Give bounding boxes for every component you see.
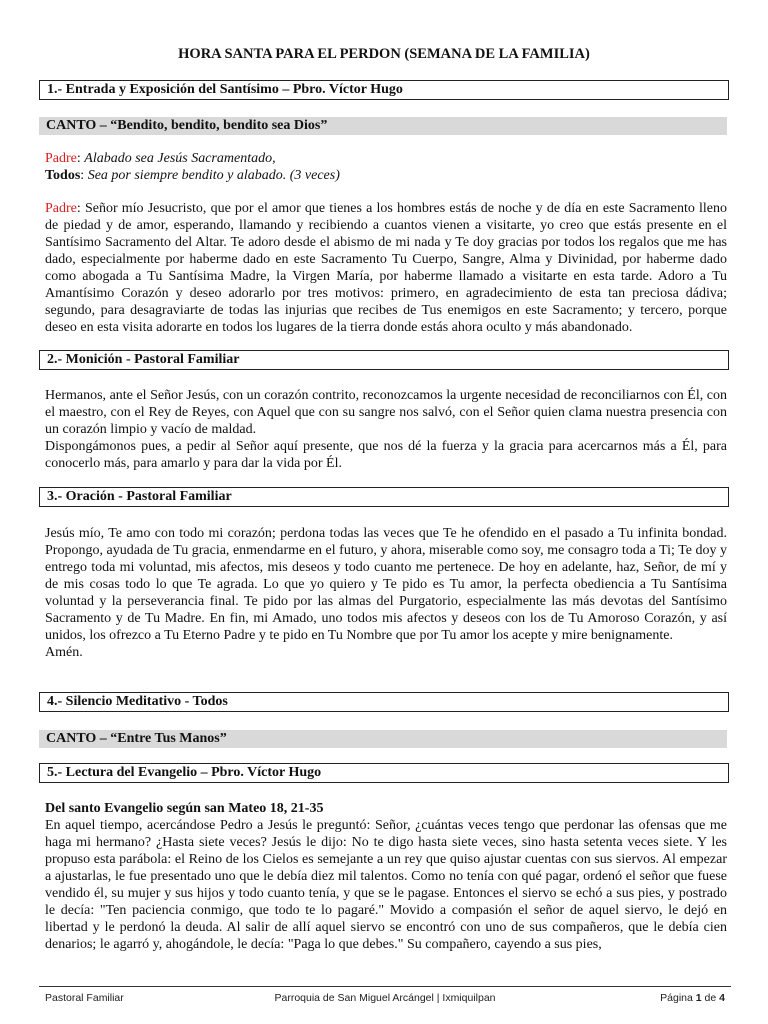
page-total: 4 [719, 992, 725, 1004]
monicion-text [45, 387, 727, 472]
padre-line: Alabado sea Jesús Sacramentado, [84, 151, 276, 166]
page-of-label: de [704, 992, 717, 1004]
amen-line: Amén. [45, 645, 83, 660]
section-1-header: 1.- Entrada y Exposición del Santísimo – Pbro. Víctor Hugo [39, 80, 729, 100]
padre-label: Padre [45, 151, 77, 166]
opening-prayer-text: Señor mío Jesucristo, que por el amor que tienes a los hombres estás de noche y de día en este Sacramento lleno de piedad y de amor, esperando, llamando y recibiendo a cuantos vienen a visitarte, yo creo que estás presente en el Santísimo Sacramento del Altar. Te adoro desde el abismo de mi nada y Te doy gracias por todos los regalos que me has dado, especialmente por haberme dado en este Sacramento Tu Cuerpo, Sangre, Alma y Divinidad, por haberme dado como abogada a Tu Santísima Madre, la Virgen María, por haberme llamado a visitarte en esta tarde. Adoro a Tu Amantísimo Corazón y deseo adorarlo por tres motivos: primero, en agradecimiento de esta tan preciosa dádiva; segundo, para desagraviarte de todas las injurias que recibes de Tus enemigos en este Sacramento; y tercero, porque deseo en esta visita adorarte en todos los lugares de la tierra donde estás ahora oculto y más abandonado. [45, 201, 727, 335]
footer-center: Parroquia de San Miguel Arcángel | Ixmiquilpan [274, 992, 496, 1004]
oracion-paragraph: Jesús mío, Te amo con todo mi corazón; perdona todas las veces que Te he ofendido en el pasado a Tu infinita bondad. Propongo, ayudada de Tu gracia, enmendarme en el futuro, y ahora, miserable como soy, me consagro toda a Ti; Te doy y entrego toda mi voluntad, mis afectos, mis deseos y todo cuanto me pertenece. De hoy en adelante, haz, Señor, de mí y de mis cosas todo lo que Te agrada. Lo que yo quiero y Te pido es Tu amor, la perfecta obediencia a Tu Santísima voluntad y la perseverancia final. Te pido por las almas del Purgatorio, especialmente las más devotas del Santísimo Sacramento y de Tu Madre. En fin, mi Amado, uno todos mis afectos y deseos con los de Tu Amoroso Corazón, y así unidos, los ofrezco a Tu Eterno Padre y te pido en Tu Nombre que por Tu amor los acepte y mire benignamente. [45, 526, 727, 643]
page-counter [660, 992, 725, 1004]
monicion-paragraph-2: Dispongámonos pues, a pedir al Señor aquí presente, que nos dé la fuerza y la gracia para acercarnos más a Él, para conocerlo más, para amarlo y para dar la vida por Él. [45, 439, 727, 471]
monicion-paragraph-1: Hermanos, ante el Señor Jesús, con un corazón contrito, reconozcamos la urgente necesidad de reconciliarnos con Él, con el maestro, con el Rey de Reyes, con Aquel que con su sangre nos salvó, con el Señor quien clama nuestra presencia con un corazón limpio y vacío de maldad. [45, 388, 727, 437]
page-label: Página [660, 992, 693, 1004]
footer-rule [39, 986, 731, 987]
section-2-header: 2.- Monición - Pastoral Familiar [39, 350, 729, 370]
gospel-text: En aquel tiempo, acercándose Pedro a Jesús le preguntó: Señor, ¿cuántas veces tengo que perdonar las ofensas que me haga mi hermano? ¿Hasta siete veces? Jesús le dijo: No te digo hasta siete veces, sino hasta setenta veces siete. Y les propuso esta parábola: el Reino de los Cielos es semejante a un rey que quiso ajustar cuentas con sus siervos. Al empezar a ajustarlas, le fue presentado uno que le debía diez mil talentos. Como no tenía con qué pagar, ordenó el señor que fuese vendido él, su mujer y sus hijos y todo cuanto tenía, y que se le pagase. Entonces el siervo se echó a sus pies, y postrado le decía: "Ten paciencia conmigo, que todo te lo pagaré." Movido a compasión el señor de aquel siervo, le dejó en libertad y le perdonó la deuda. Al salir de allí aquel siervo se encontró con uno de sus compañeros, que le debía cien denarios; le agarró y, ahogándole, le decía: "Paga lo que debes." Su compañero, cayendo a sus pies, [45, 818, 727, 952]
todos-line: Sea por siempre bendito y alabado. (3 veces) [87, 168, 340, 183]
opening-dialog: Padre: Alabado sea Jesús Sacramentado, Todos: Sea por siempre bendito y alabado. (3 veces) [45, 151, 340, 183]
page-number: 1 [695, 992, 702, 1004]
section-3-header: 3.- Oración - Pastoral Familiar [39, 487, 729, 507]
canto-2-header: CANTO – “Entre Tus Manos” [39, 730, 727, 748]
padre-label-2: Padre [45, 201, 77, 216]
oracion-text [45, 525, 727, 661]
page-footer [45, 992, 725, 1008]
opening-prayer: Padre: Señor mío Jesucristo, que por el amor que tienes a los hombres estás de noche y de día en este Sacramento lleno de piedad y de amor, esperando, llamando y recibiendo a cuantos vienen a visitarte, yo creo que estás presente en el Santísimo Sacramento del Altar. Te adoro desde el abismo de mi nada y Te doy gracias por todos los regalos que me has dado, especialmente por haberme dado en este Sacramento Tu Cuerpo, Sangre, Alma y Divinidad, por haberme dado como abogada a Tu Santísima Madre, la Virgen María, por haberme llamado a visitarte en esta tarde. Adoro a Tu Amantísimo Corazón y deseo adorarlo por tres motivos: primero, en agradecimiento de esta tan preciosa dádiva; segundo, para desagraviarte de todas las injurias que recibes de Tus enemigos en este Sacramento; y tercero, porque deseo en esta visita adorarte en todos los lugares de la tierra donde estás ahora oculto y más abandonado. [45, 201, 727, 335]
document-title: HORA SANTA PARA EL PERDON (SEMANA DE LA FAMILIA) [178, 46, 590, 62]
section-5-header: 5.- Lectura del Evangelio – Pbro. Víctor Hugo [39, 763, 729, 783]
canto-1-header: CANTO – “Bendito, bendito, bendito sea Dios” [39, 117, 727, 135]
footer-left: Pastoral Familiar [45, 992, 124, 1004]
section-4-header: 4.- Silencio Meditativo - Todos [39, 692, 729, 712]
todos-label: Todos [45, 168, 81, 183]
gospel-reading [45, 800, 727, 953]
gospel-heading: Del santo Evangelio según san Mateo 18, 21-35 [45, 801, 324, 816]
